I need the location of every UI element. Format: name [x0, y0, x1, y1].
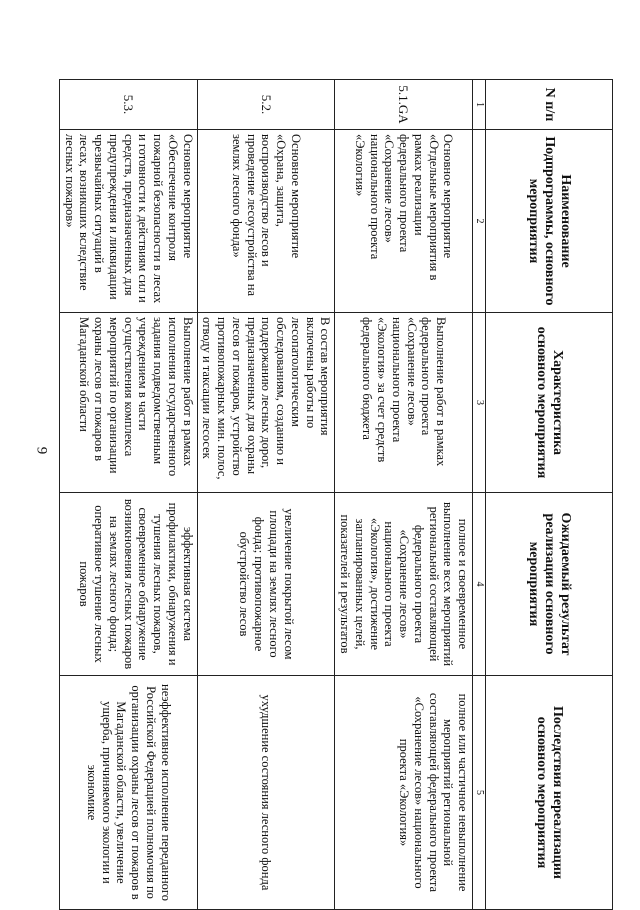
- column-number-row: [473, 80, 486, 910]
- header-name: Наименование Подпрограммы, основного мероприятия: [486, 130, 613, 313]
- measure-result: эффективная система профилактики, обнаружения и тушения лесных пожаров, своевременное обнаружение возникновения лесных пожаров на землях лесного фонда; оперативное тушение лесных пожаров: [59, 493, 197, 676]
- table-row: [335, 80, 473, 910]
- measure-name: Основное мероприятие «Охрана, защита, воспроизводство лесов и проведение лесоустройства на землях лесного фонда»: [197, 130, 335, 313]
- rotated-table-container: [62, 79, 613, 909]
- page-number: 9: [33, 446, 50, 455]
- column-number: 4: [473, 493, 486, 676]
- measure-consequence: полное или частичное невыполнение мероприятий региональной составляющей федерального проекта «Сохранение лесов» национального проекта «Экология»: [335, 676, 473, 910]
- header-characteristic: Характеристика основного мероприятия: [486, 313, 613, 493]
- column-number: 3: [473, 313, 486, 493]
- measure-name: Основное мероприятие «Обеспечение контроля пожарной безопасности в лесах и готовности к действиям сил и средств, предназначенных для предупреждения и ликвидации чрезвычайных ситуаций в лесах, возникших вследствие лесных пожаров»: [59, 130, 197, 313]
- measure-characteristic: Выполнение работ в рамках исполнения государственного задания подведомственным учреждением в части осуществления комплекса мероприятий по организации охраны лесов от пожаров в Магаданской области: [59, 313, 197, 493]
- measure-characteristic: В состав мероприятия включены работы по лесопатологическим обследованиям, созданию и поддержанию лесных дорог, предназначенных для охраны лесов от пожаров, устройство противопожарных мин. полос, отводу и таксации лесосек: [197, 313, 335, 493]
- header-result: Ожидаемый результат реализации основного мероприятия: [486, 493, 613, 676]
- measure-result: увеличение покрытой лесом площади на землях лесного фонда; противопожарное обустройство лесов: [197, 493, 335, 676]
- measure-characteristic: Выполнение работ в рамках федерального проекта «Сохранение лесов» национального проекта «Экология» за счет средств федерального бюджета: [335, 313, 473, 493]
- row-number: 5.2.: [197, 80, 335, 130]
- column-number: 5: [473, 676, 486, 910]
- table-row: [59, 80, 197, 910]
- header-number: N п/п: [486, 80, 613, 130]
- row-number: 5.3.: [59, 80, 197, 130]
- row-number: 5.1.GA: [335, 80, 473, 130]
- measure-consequence: неэффективное исполнение переданного Российской Федерацией полномочия по организации охраны лесов от пожаров в Магаданской области, увеличение ущерба, причиняемого экологии и экономике: [59, 676, 197, 910]
- table-row: [197, 80, 335, 910]
- header-consequence: Последствия нереализации основного мероприятия: [486, 676, 613, 910]
- measures-table: [59, 79, 613, 910]
- measure-result: полное и своевременное выполнение всех мероприятий региональной составляющей федерального проекта «Сохранение лесов» национального проекта «Экология», достижение запланированных целей, показателей и результатов: [335, 493, 473, 676]
- header-row: [486, 80, 613, 910]
- column-number: 2: [473, 130, 486, 313]
- measure-consequence: ухудшение состояния лесного фонда: [197, 676, 335, 910]
- column-number: 1: [473, 80, 486, 130]
- measure-name: Основное мероприятие «Отдельные мероприятия в рамках реализации федерального проекта «Сохранение лесов» национального проекта «Экология»: [335, 130, 473, 313]
